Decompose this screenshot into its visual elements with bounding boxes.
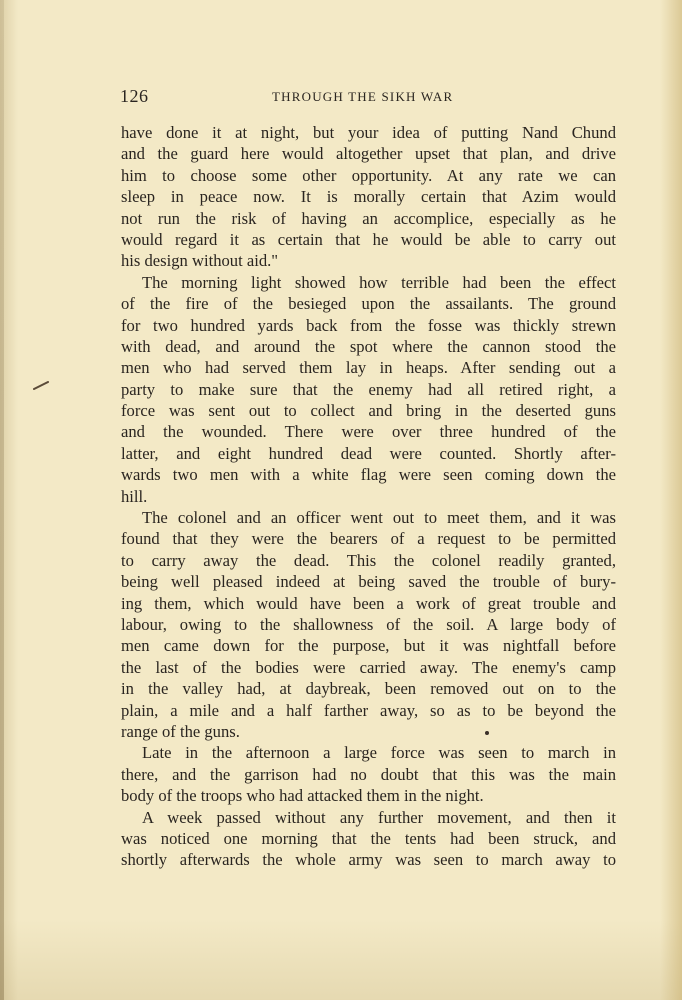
text-line: plain, a mile and a half farther away, so as to be beyond the <box>121 700 616 720</box>
text-line: latter, and eight hundred dead were counted. Shortly after- <box>121 443 616 463</box>
page-number: 126 <box>120 86 149 106</box>
text-line: range of the guns. <box>121 721 240 741</box>
text-line: was noticed one morning that the tents had been struck, and <box>121 828 616 848</box>
running-title: THROUGH THE SIKH WAR <box>272 89 454 104</box>
text-line: with dead, and around the spot where the cannon stood the <box>121 336 616 356</box>
text-line: him to choose some other opportunity. At any rate we can <box>121 165 616 185</box>
text-line: not run the risk of having an accomplice, especially as he <box>121 208 616 228</box>
text-line: there, and the garrison had no doubt that this was the main <box>121 764 616 784</box>
margin-pencil-mark <box>33 380 49 390</box>
text-line: found that they were the bearers of a request to be permitted <box>121 529 616 549</box>
text-line: to carry away the dead. This the colonel readily granted, <box>121 550 616 570</box>
text-line: A week passed without any further movement, and then it <box>142 807 616 827</box>
text-line: labour, owing to the shallowness of the soil. A large body of <box>121 614 616 634</box>
text-line: and the wounded. There were over three hundred of the <box>121 422 616 442</box>
text-line: wards two men with a white flag were seen coming down the <box>121 465 616 485</box>
running-head <box>0 86 682 108</box>
text-line: hill. <box>121 486 148 506</box>
text-line: body of the troops who had attacked them in the night. <box>121 786 484 806</box>
text-line: The morning light showed how terrible had been the effect <box>142 272 616 292</box>
text-line: men who had served them lay in heaps. After sending out a <box>121 358 616 378</box>
text-line: ing them, which would have been a work of great trouble and <box>121 593 616 613</box>
page-edge <box>0 0 4 1000</box>
text-line: Late in the afternoon a large force was seen to march in <box>142 743 616 763</box>
text-line: have done it at night, but your idea of putting Nand Chund <box>121 123 616 142</box>
text-line: his design without aid." <box>121 251 279 271</box>
text-line: being well pleased indeed at being saved the trouble of bury- <box>121 572 616 592</box>
text-line: in the valley had, at daybreak, been removed out on to the <box>121 679 616 699</box>
text-line: shortly afterwards the whole army was seen to march away to <box>121 850 616 870</box>
text-line: of the fire of the besieged upon the assailants. The ground <box>121 294 616 314</box>
text-line: the last of the bodies were carried away. The enemy's camp <box>121 657 616 677</box>
body-text <box>121 122 616 871</box>
text-line: and the guard here would altogether upset that plan, and drive <box>121 144 616 164</box>
text-line: sleep in peace now. It is morally certain that Azim would <box>121 187 616 207</box>
text-line: The colonel and an officer went out to meet them, and it was <box>142 508 616 528</box>
text-line: for two hundred yards back from the fosse was thickly strewn <box>121 315 616 335</box>
text-line: would regard it as certain that he would be able to carry out <box>121 229 616 249</box>
text-line: force was sent out to collect and bring in the deserted guns <box>121 401 616 421</box>
text-line: men came down for the purpose, but it was nightfall before <box>121 636 616 656</box>
text-line: party to make sure that the enemy had all retired right, a <box>121 379 616 399</box>
